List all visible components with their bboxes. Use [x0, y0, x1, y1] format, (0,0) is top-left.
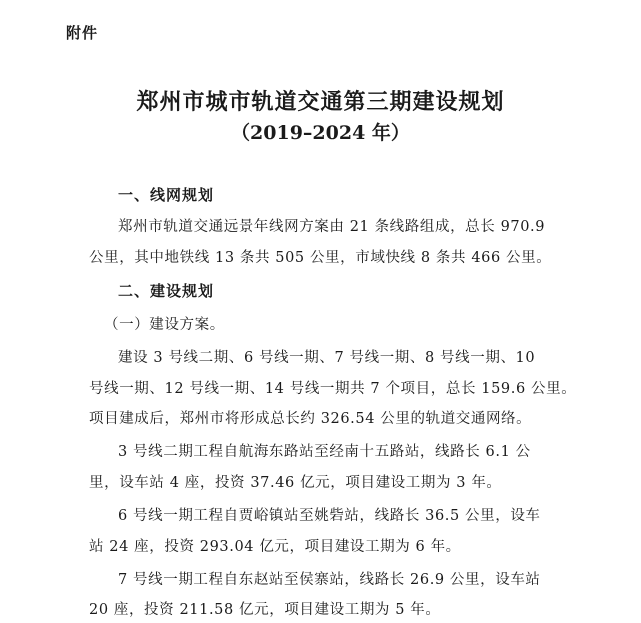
section-heading-network-plan: 一、线网规划	[118, 186, 215, 204]
paragraph-line: 公里，其中地铁线 13 条共 505 公里，市域快线 8 条共 466 公里。	[89, 250, 552, 266]
paragraph-line: 项目建成后，郑州市将形成总长约 326.54 公里的轨道交通网络。	[89, 411, 532, 427]
paragraph-line: 7 号线一期工程自东赵站至侯寨站，线路长 26.9 公里，设车站	[118, 572, 541, 588]
paragraph-line: 号线一期、12 号线一期、14 号线一期共 7 个项目，总长 159.6 公里。	[89, 381, 577, 397]
section-heading-construction-plan: 二、建设规划	[118, 282, 215, 300]
paragraph-line: 20 座，投资 211.58 亿元，项目建设工期为 5 年。	[89, 602, 441, 618]
paragraph-line: 6 号线一期工程自贾峪镇站至姚砦站，线路长 36.5 公里，设车	[118, 508, 541, 524]
paragraph-line: 里，设车站 4 座，投资 37.46 亿元，项目建设工期为 3 年。	[89, 475, 502, 491]
document-subtitle: （2019–2024 年）	[231, 122, 410, 144]
attachment-label: 附件	[66, 24, 99, 42]
document-title: 郑州市城市轨道交通第三期建设规划	[136, 89, 505, 115]
paragraph-line: 郑州市轨道交通远景年线网方案由 21 条线路组成，总长 970.9	[118, 219, 546, 235]
paragraph-line: 建设 3 号线二期、6 号线一期、7 号线一期、8 号线一期、10	[118, 350, 536, 366]
sub-heading-construction-scheme: （一）建设方案。	[104, 317, 225, 333]
paragraph-line: 3 号线二期工程自航海东路站至经南十五路站，线路长 6.1 公	[118, 444, 531, 460]
paragraph-line: 站 24 座，投资 293.04 亿元，项目建设工期为 6 年。	[89, 539, 461, 555]
